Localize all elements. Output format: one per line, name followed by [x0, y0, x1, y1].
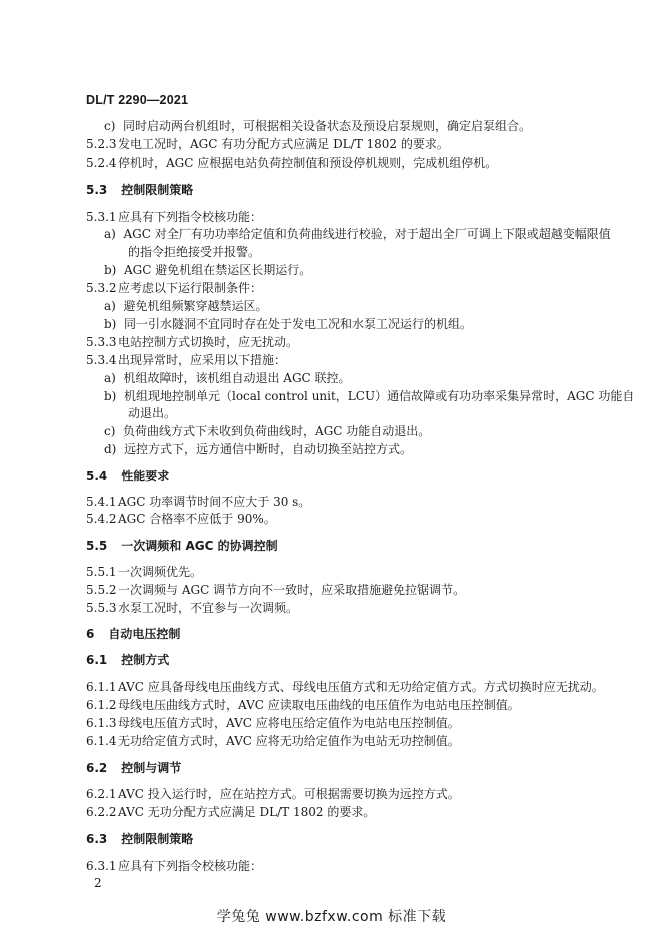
clause-number: 6.1.4	[86, 734, 117, 748]
clause-number: 6.1.3	[86, 716, 117, 730]
list-item: c) 同时启动两台机组时，可根据相关设备状态及预设启泵规则，确定启泵组合。	[104, 119, 532, 133]
section-heading	[86, 182, 193, 198]
list-item: b) 机组现地控制单元（local control unit，LCU）通信故障或有功功率采集异常时，AGC 功能自	[104, 389, 635, 403]
list-item: b) 同一引水隧洞不宜同时存在处于发电工况和水泵工况运行的机组。	[104, 317, 472, 331]
list-item: d) 远控方式下，远方通信中断时，自动切换至站控方式。	[104, 442, 412, 456]
clause-number: 6.1.2	[86, 698, 117, 712]
clause-number: 5.2.4	[86, 156, 117, 170]
clause-number: 5.3.1	[86, 210, 117, 224]
clause-text: 应具有下列指令校核功能：	[118, 210, 263, 224]
section-heading	[86, 538, 278, 554]
clause-number: 5.4.1	[86, 495, 117, 509]
clause-text: 停机时，AGC 应根据电站负荷控制值和预设停机规则，完成机组停机。	[118, 156, 498, 170]
list-item: 动退出。	[128, 406, 177, 420]
clause-text: 母线电压曲线方式时，AVC 应读取电压曲线的电压值作为电站电压控制值。	[118, 698, 520, 712]
section-title: 控制限制策略	[121, 832, 194, 846]
clause-number: 5.2.3	[86, 137, 117, 151]
clause-number: 6.2.1	[86, 787, 117, 801]
clause-number: 5.5.2	[86, 583, 117, 597]
page-number: 2	[94, 876, 102, 890]
section-heading	[86, 468, 169, 484]
list-item: c) 负荷曲线方式下未收到负荷曲线时，AGC 功能自动退出。	[104, 424, 431, 438]
clause-number: 5.5.3	[86, 601, 117, 615]
clause-text: 一次调频与 AGC 调节方向不一致时，应采取措施避免拉锯调节。	[118, 583, 466, 597]
section-title: 一次调频和 AGC 的协调控制	[121, 539, 278, 553]
section-number: 6.3	[86, 832, 108, 846]
section-number: 5.5	[86, 539, 108, 553]
clause-text: AGC 合格率不应低于 90%。	[118, 512, 276, 526]
section-heading	[86, 760, 181, 776]
section-heading	[86, 831, 193, 847]
section-title: 性能要求	[121, 469, 170, 483]
clause-text: AGC 功率调节时间不应大于 30 s。	[118, 495, 311, 509]
section-number: 5.3	[86, 183, 108, 197]
section-number: 6.1	[86, 653, 108, 667]
list-item: a) 机组故障时，该机组自动退出 AGC 联控。	[104, 371, 351, 385]
clause-text: 应考虑以下运行限制条件：	[118, 281, 263, 295]
clause-text: 无功给定值方式时，AVC 应将无功给定值作为电站无功控制值。	[118, 734, 460, 748]
clause-text: 水泵工况时，不宜参与一次调频。	[118, 601, 299, 615]
list-item: a) AGC 对全厂有功功率给定值和负荷曲线进行校验，对于超出全厂可调上下限或超越变幅限值	[104, 227, 611, 241]
section-number: 6.2	[86, 761, 108, 775]
section-heading	[86, 652, 169, 668]
clause-text: 发电工况时，AGC 有功分配方式应满足 DL/T 1802 的要求。	[118, 137, 449, 151]
clause-text: AVC 无功分配方式应满足 DL/T 1802 的要求。	[118, 805, 376, 819]
clause-text: 一次调频优先。	[118, 565, 203, 579]
clause-number: 6.1.1	[86, 680, 117, 694]
clause-number: 5.4.2	[86, 512, 117, 526]
section-title: 控制与调节	[121, 761, 182, 775]
clause-text: AVC 投入运行时，应在站控方式。可根据需要切换为远控方式。	[118, 787, 460, 801]
section-title: 控制方式	[121, 653, 170, 667]
clause-text: AVC 应具备母线电压曲线方式、母线电压值方式和无功给定值方式。方式切换时应无扰动。	[118, 680, 604, 694]
clause-number: 5.3.2	[86, 281, 117, 295]
section-heading	[86, 626, 180, 642]
watermark-footer: 学兔兔 www.bzfxw.com 标准下载	[216, 909, 447, 925]
standard-code-header: DL/T 2290—2021	[86, 93, 189, 107]
section-title: 自动电压控制	[108, 627, 181, 641]
section-title: 控制限制策略	[121, 183, 194, 197]
clause-number: 6.2.2	[86, 805, 117, 819]
section-number: 5.4	[86, 469, 108, 483]
list-item: a) 避免机组频繁穿越禁运区。	[104, 299, 268, 313]
clause-number: 5.5.1	[86, 565, 117, 579]
clause-text: 应具有下列指令校核功能：	[118, 859, 263, 873]
clause-number: 5.3.4	[86, 353, 117, 367]
clause-number: 6.3.1	[86, 859, 117, 873]
section-number: 6	[86, 627, 95, 641]
clause-number: 5.3.3	[86, 335, 117, 349]
list-item: b) AGC 避免机组在禁运区长期运行。	[104, 263, 312, 277]
clause-text: 电站控制方式切换时，应无扰动。	[118, 335, 299, 349]
clause-text: 出现异常时，应采用以下措施：	[118, 353, 287, 367]
list-item: 的指令拒绝接受并报警。	[128, 245, 261, 259]
clause-text: 母线电压值方式时，AVC 应将电压给定值作为电站电压控制值。	[118, 716, 460, 730]
